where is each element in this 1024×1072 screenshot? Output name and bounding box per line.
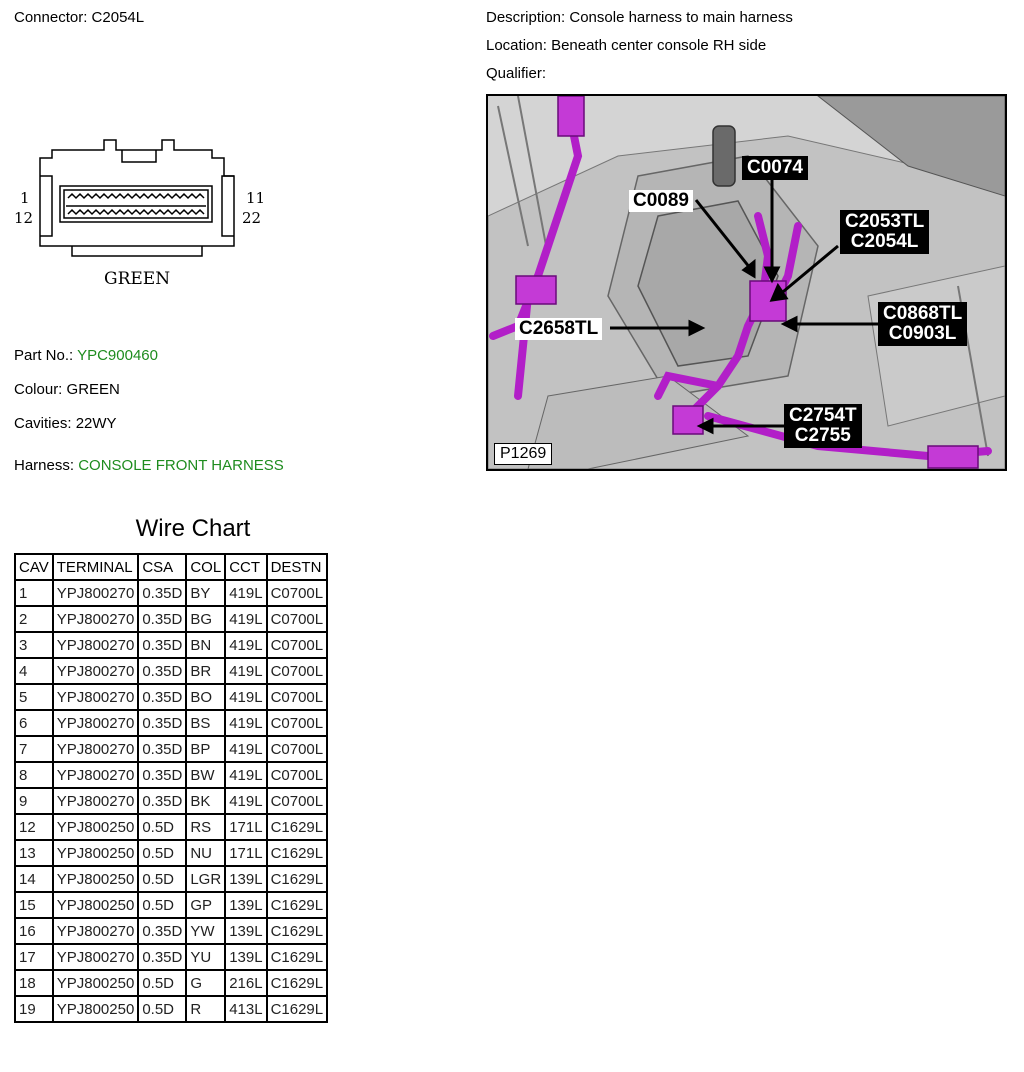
column-header-terminal: TERMINAL [53, 554, 139, 580]
table-row [15, 710, 327, 736]
cell-col: BG [186, 606, 225, 632]
part-no-label: Part No.: [14, 347, 74, 364]
cell-terminal: YPJ800250 [53, 970, 139, 996]
connector-label: Connector: [14, 9, 88, 26]
cell-destn: C0700L [267, 658, 328, 684]
cell-col: YU [186, 944, 225, 970]
cell-terminal: YPJ800250 [53, 996, 139, 1022]
cell-cct: 413L [225, 996, 266, 1022]
table-row [15, 580, 327, 606]
cell-terminal: YPJ800270 [53, 710, 139, 736]
cell-cct: 419L [225, 788, 266, 814]
table-row [15, 762, 327, 788]
cell-cav: 9 [15, 788, 53, 814]
cell-cct: 139L [225, 866, 266, 892]
cell-cct: 216L [225, 970, 266, 996]
cell-col: NU [186, 840, 225, 866]
connector-value: C2054L [91, 9, 145, 26]
cell-csa: 0.35D [138, 788, 186, 814]
part-no-link[interactable]: YPC900460 [77, 347, 158, 364]
cell-terminal: YPJ800250 [53, 840, 139, 866]
cell-cav: 1 [15, 580, 53, 606]
cell-csa: 0.5D [138, 866, 186, 892]
table-row [15, 736, 327, 762]
cell-csa: 0.35D [138, 762, 186, 788]
cell-csa: 0.5D [138, 814, 186, 840]
callout-c0074: C0074 [742, 156, 808, 180]
description-label: Description: [486, 9, 566, 26]
cell-csa: 0.5D [138, 970, 186, 996]
cell-cct: 419L [225, 684, 266, 710]
cell-col: BK [186, 788, 225, 814]
connector-line [14, 9, 144, 27]
table-row [15, 788, 327, 814]
cell-cct: 171L [225, 840, 266, 866]
cell-cav: 12 [15, 814, 53, 840]
cell-csa: 0.5D [138, 892, 186, 918]
column-header-col: COL [186, 554, 225, 580]
cell-csa: 0.35D [138, 580, 186, 606]
cell-cct: 419L [225, 606, 266, 632]
callout-arrows [488, 96, 1005, 469]
cell-destn: C1629L [267, 814, 328, 840]
cell-destn: C0700L [267, 580, 328, 606]
cell-col: BN [186, 632, 225, 658]
cell-terminal: YPJ800250 [53, 892, 139, 918]
colour-line [14, 381, 120, 399]
cell-cav: 7 [15, 736, 53, 762]
harness-label: Harness: [14, 457, 75, 474]
table-row [15, 684, 327, 710]
cell-cct: 139L [225, 892, 266, 918]
cell-col: BR [186, 658, 225, 684]
cell-csa: 0.35D [138, 632, 186, 658]
callout-c2658tl: C2658TL [515, 318, 602, 340]
harness-line [14, 457, 284, 475]
callout-c0868tl-c0903l: C0868TL C0903L [878, 302, 967, 346]
cell-destn: C1629L [267, 866, 328, 892]
cell-terminal: YPJ800250 [53, 814, 139, 840]
cell-cav: 2 [15, 606, 53, 632]
location-value: Beneath center console RH side [551, 37, 767, 54]
cell-destn: C1629L [267, 944, 328, 970]
cell-destn: C1629L [267, 840, 328, 866]
table-row [15, 814, 327, 840]
cell-csa: 0.5D [138, 840, 186, 866]
cell-cct: 139L [225, 918, 266, 944]
cell-col: BO [186, 684, 225, 710]
cell-cav: 16 [15, 918, 53, 944]
photo-reference-tag: P1269 [494, 443, 552, 465]
cell-terminal: YPJ800270 [53, 632, 139, 658]
cell-col: G [186, 970, 225, 996]
column-header-cct: CCT [225, 554, 266, 580]
table-row [15, 632, 327, 658]
connector-face-diagram [12, 136, 272, 296]
cell-csa: 0.5D [138, 996, 186, 1022]
pin-label-22: 22 [242, 209, 262, 227]
pin-label-1: 1 [20, 189, 30, 207]
cell-col: BY [186, 580, 225, 606]
cell-terminal: YPJ800270 [53, 606, 139, 632]
cell-cav: 3 [15, 632, 53, 658]
cavities-line [14, 415, 117, 433]
cell-col: GP [186, 892, 225, 918]
cell-destn: C0700L [267, 684, 328, 710]
cell-cav: 15 [15, 892, 53, 918]
table-row [15, 996, 327, 1022]
cell-terminal: YPJ800270 [53, 762, 139, 788]
cell-col: R [186, 996, 225, 1022]
wire-chart-table [14, 553, 328, 1023]
cell-cav: 19 [15, 996, 53, 1022]
description-line [486, 9, 793, 27]
cell-cav: 8 [15, 762, 53, 788]
callout-c0089: C0089 [629, 190, 693, 212]
callout-c2053tl-c2054l: C2053TL C2054L [840, 210, 929, 254]
qualifier-line [486, 65, 546, 83]
cell-cav: 18 [15, 970, 53, 996]
cell-cct: 419L [225, 762, 266, 788]
cell-col: YW [186, 918, 225, 944]
location-line [486, 37, 766, 55]
wire-chart-header-row [15, 554, 327, 580]
colour-value: GREEN [66, 381, 120, 398]
cell-cav: 17 [15, 944, 53, 970]
cell-csa: 0.35D [138, 684, 186, 710]
column-header-csa: CSA [138, 554, 186, 580]
cell-terminal: YPJ800270 [53, 658, 139, 684]
cell-terminal: YPJ800270 [53, 736, 139, 762]
cell-cct: 419L [225, 632, 266, 658]
cell-cav: 4 [15, 658, 53, 684]
cell-terminal: YPJ800250 [53, 866, 139, 892]
cell-destn: C0700L [267, 788, 328, 814]
cell-cav: 14 [15, 866, 53, 892]
cell-destn: C0700L [267, 762, 328, 788]
cell-destn: C1629L [267, 892, 328, 918]
cell-csa: 0.35D [138, 606, 186, 632]
cell-terminal: YPJ800270 [53, 684, 139, 710]
table-row [15, 658, 327, 684]
cell-cav: 6 [15, 710, 53, 736]
location-photo [486, 94, 1007, 471]
pin-label-12: 12 [14, 209, 34, 227]
cell-terminal: YPJ800270 [53, 580, 139, 606]
cell-destn: C1629L [267, 996, 328, 1022]
colour-label: Colour: [14, 381, 63, 398]
cell-csa: 0.35D [138, 944, 186, 970]
pin-label-11: 11 [246, 189, 266, 207]
cell-destn: C0700L [267, 710, 328, 736]
column-header-cav: CAV [15, 554, 53, 580]
cell-csa: 0.35D [138, 710, 186, 736]
cell-cav: 5 [15, 684, 53, 710]
cell-cct: 419L [225, 580, 266, 606]
cell-cct: 419L [225, 736, 266, 762]
cell-cct: 419L [225, 710, 266, 736]
cell-cct: 171L [225, 814, 266, 840]
cell-destn: C1629L [267, 918, 328, 944]
cell-col: BW [186, 762, 225, 788]
cavities-label: Cavities: [14, 415, 72, 432]
location-label: Location: [486, 37, 547, 54]
cell-col: BP [186, 736, 225, 762]
cell-csa: 0.35D [138, 658, 186, 684]
cell-csa: 0.35D [138, 736, 186, 762]
cell-col: RS [186, 814, 225, 840]
cell-cct: 419L [225, 658, 266, 684]
cell-col: LGR [186, 866, 225, 892]
table-row [15, 606, 327, 632]
cell-cct: 139L [225, 944, 266, 970]
wire-chart-body [15, 580, 327, 1022]
cell-cav: 13 [15, 840, 53, 866]
table-row [15, 944, 327, 970]
cell-destn: C0700L [267, 606, 328, 632]
table-row [15, 840, 327, 866]
cell-terminal: YPJ800270 [53, 788, 139, 814]
part-no-line [14, 347, 158, 365]
cell-csa: 0.35D [138, 918, 186, 944]
table-row [15, 970, 327, 996]
table-row [15, 866, 327, 892]
cell-terminal: YPJ800270 [53, 918, 139, 944]
cell-destn: C0700L [267, 632, 328, 658]
wire-chart-title: Wire Chart [135, 515, 251, 542]
table-row [15, 892, 327, 918]
cavities-value: 22WY [75, 415, 117, 432]
qualifier-label: Qualifier: [486, 65, 547, 82]
column-header-destn: DESTN [267, 554, 328, 580]
callout-c2754t-c2755: C2754T C2755 [784, 404, 862, 448]
cell-col: BS [186, 710, 225, 736]
connector-color-label: GREEN [104, 269, 171, 289]
cell-destn: C1629L [267, 970, 328, 996]
cell-destn: C0700L [267, 736, 328, 762]
description-value: Console harness to main harness [569, 9, 793, 26]
table-row [15, 918, 327, 944]
cell-terminal: YPJ800270 [53, 944, 139, 970]
harness-link[interactable]: CONSOLE FRONT HARNESS [78, 457, 284, 474]
